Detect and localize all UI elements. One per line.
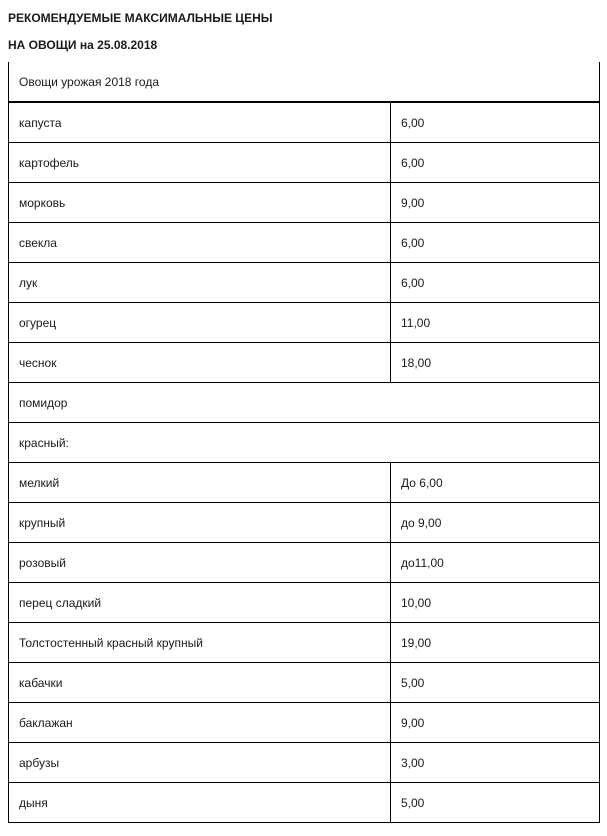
product-name-cell: Толстостенный красный крупный bbox=[9, 623, 391, 663]
price-cell: 19,00 bbox=[391, 623, 600, 663]
price-cell: 10,00 bbox=[391, 583, 600, 623]
table-row bbox=[9, 623, 600, 663]
price-cell: 9,00 bbox=[391, 703, 600, 743]
table-row bbox=[9, 383, 600, 423]
page-subtitle: НА ОВОЩИ на 25.08.2018 bbox=[8, 38, 158, 52]
table-row bbox=[9, 463, 600, 503]
price-cell: 11,00 bbox=[391, 303, 600, 343]
table-header-cell: Овощи урожая 2018 года bbox=[9, 62, 600, 102]
product-name-cell: морковь bbox=[9, 183, 391, 223]
price-cell: 6,00 bbox=[391, 263, 600, 303]
price-cell: 5,00 bbox=[391, 783, 600, 823]
product-name-cell: розовый bbox=[9, 543, 391, 583]
vegetable-price-table bbox=[8, 62, 600, 823]
table-row bbox=[9, 143, 600, 183]
product-name-cell: кабачки bbox=[9, 663, 391, 703]
table-row bbox=[9, 303, 600, 343]
price-cell: До 6,00 bbox=[391, 463, 600, 503]
product-name-cell: огурец bbox=[9, 303, 391, 343]
price-cell: до 9,00 bbox=[391, 503, 600, 543]
price-cell: 6,00 bbox=[391, 143, 600, 183]
table-row bbox=[9, 183, 600, 223]
product-name-cell: помидор bbox=[9, 383, 600, 423]
price-cell: 3,00 bbox=[391, 743, 600, 783]
page-title: РЕКОМЕНДУЕМЫЕ МАКСИМАЛЬНЫЕ ЦЕНЫ bbox=[8, 11, 273, 25]
product-name-cell: дыня bbox=[9, 783, 391, 823]
table-header-row bbox=[9, 62, 600, 102]
product-name-cell: чеснок bbox=[9, 343, 391, 383]
product-name-cell: капуста bbox=[9, 102, 391, 143]
price-cell: 6,00 bbox=[391, 223, 600, 263]
price-cell: 9,00 bbox=[391, 183, 600, 223]
product-name-cell: лук bbox=[9, 263, 391, 303]
price-cell: 18,00 bbox=[391, 343, 600, 383]
table-row bbox=[9, 783, 600, 823]
table-row bbox=[9, 703, 600, 743]
product-name-cell: мелкий bbox=[9, 463, 391, 503]
product-name-cell: перец сладкий bbox=[9, 583, 391, 623]
price-table-body bbox=[9, 62, 600, 823]
table-row bbox=[9, 583, 600, 623]
table-row bbox=[9, 102, 600, 143]
product-name-cell: баклажан bbox=[9, 703, 391, 743]
table-row bbox=[9, 743, 600, 783]
product-name-cell: картофель bbox=[9, 143, 391, 183]
table-row bbox=[9, 543, 600, 583]
product-name-cell: свекла bbox=[9, 223, 391, 263]
product-name-cell: крупный bbox=[9, 503, 391, 543]
price-cell: 5,00 bbox=[391, 663, 600, 703]
product-name-cell: арбузы bbox=[9, 743, 391, 783]
price-cell: 6,00 bbox=[391, 102, 600, 143]
table-row bbox=[9, 343, 600, 383]
table-row bbox=[9, 663, 600, 703]
table-row bbox=[9, 503, 600, 543]
table-row bbox=[9, 263, 600, 303]
price-cell: до11,00 bbox=[391, 543, 600, 583]
product-name-cell: красный: bbox=[9, 423, 600, 463]
table-row bbox=[9, 423, 600, 463]
table-row bbox=[9, 223, 600, 263]
